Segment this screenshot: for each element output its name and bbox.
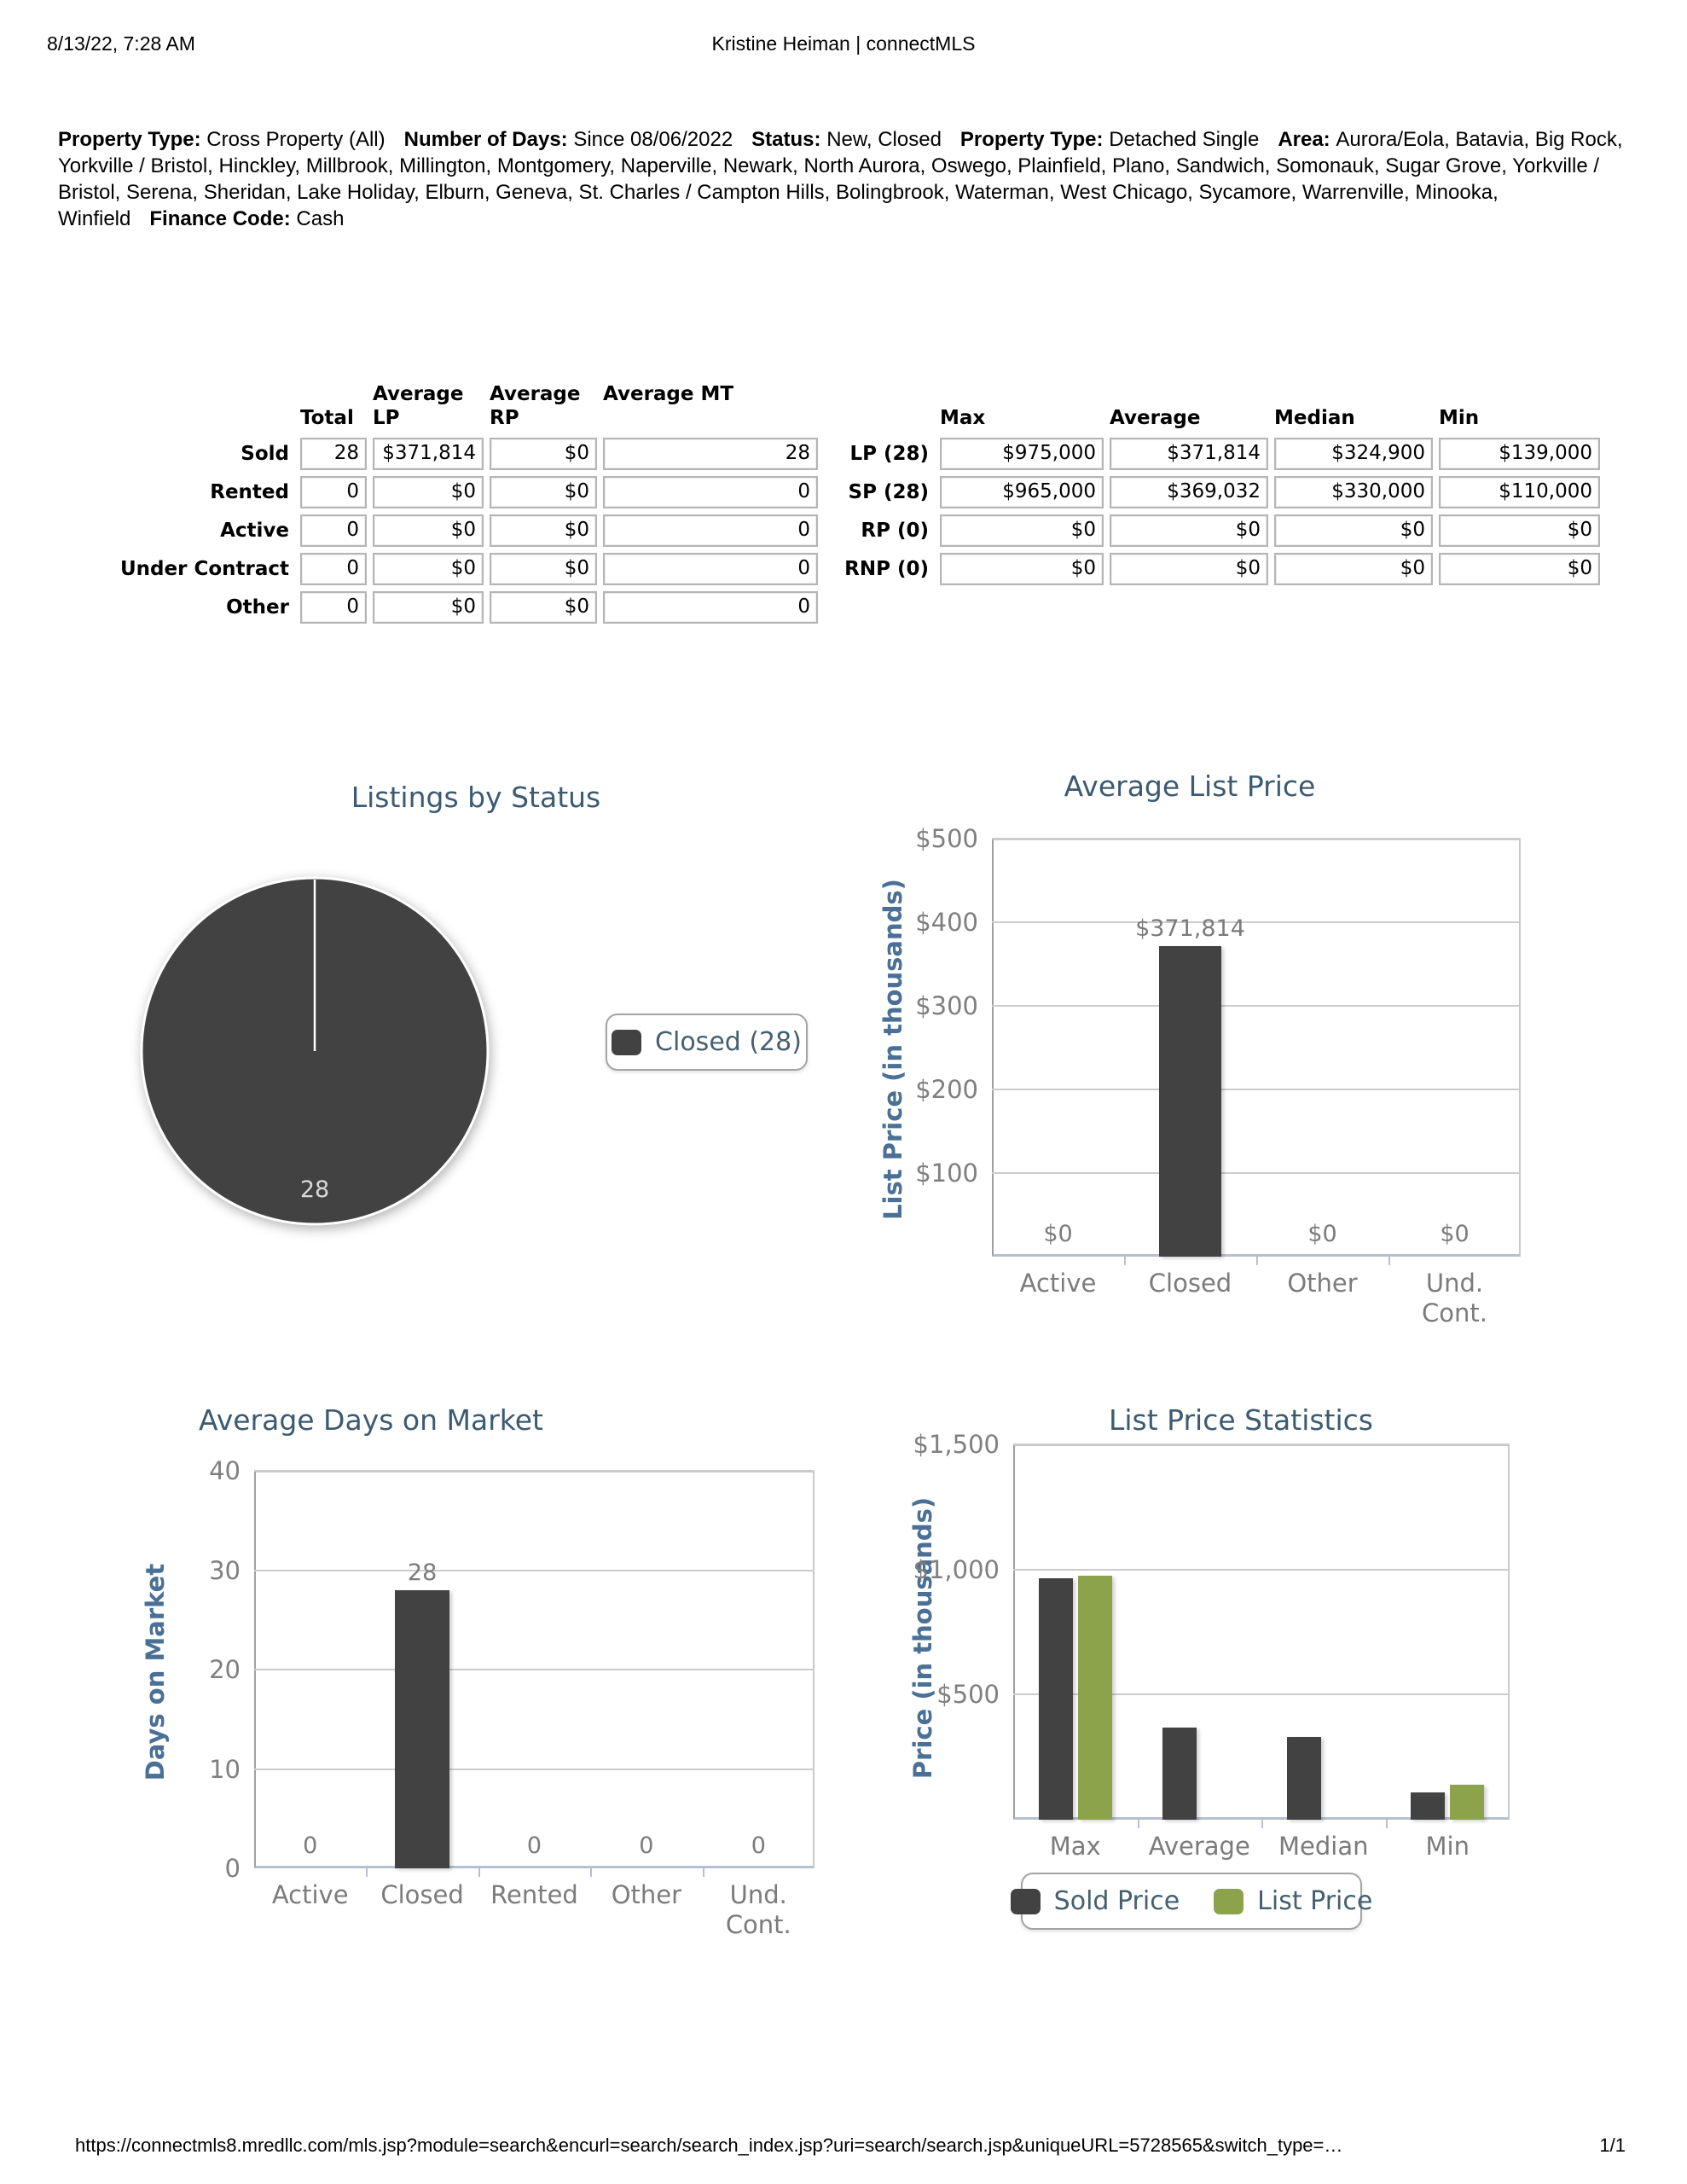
y-tick-label: $100 [915, 1159, 978, 1188]
table-cell: $371,814 [1110, 438, 1268, 470]
bar [1162, 1728, 1197, 1820]
legend-swatch [1011, 1889, 1041, 1914]
row-label: Other [226, 596, 289, 619]
category-label: Max [1049, 1832, 1101, 1861]
category-label: Active [271, 1880, 349, 1909]
table-cell: 0 [603, 476, 818, 508]
table-cell: 0 [603, 591, 818, 624]
table-cell: $110,000 [1439, 476, 1600, 508]
row-label: Rented [210, 481, 289, 503]
category-label: Average [1148, 1832, 1250, 1861]
table-cell: $0 [1274, 553, 1433, 585]
row-label: Active [220, 520, 289, 542]
gridline [254, 1769, 815, 1770]
gridline [992, 838, 1521, 839]
bar-data-label: 0 [526, 1833, 542, 1859]
y-tick-label: $300 [915, 991, 978, 1020]
filter-label: Number of Days: [403, 128, 574, 151]
chart-list-price-statistics [853, 1391, 1603, 2065]
y-tick-label: 30 [209, 1555, 241, 1585]
y-tick-label: 0 [224, 1854, 241, 1883]
y-tick-label: 10 [209, 1754, 241, 1784]
x-axis-tick [1388, 1257, 1390, 1265]
table-cell: $0 [1439, 514, 1600, 547]
legend [1021, 1873, 1373, 1930]
filter-label: Status: [751, 128, 827, 151]
y-tick-label: $500 [915, 824, 978, 853]
pie-slice-closed [127, 859, 502, 1234]
bar-data-label: $0 [1043, 1221, 1073, 1247]
table-corner [81, 382, 294, 432]
chart-title: Average List Price [1064, 770, 1316, 803]
footer-url: https://connectmls8.mredllc.com/mls.jsp?module=search&encurl=search/search_index.jsp?uri=search/search.jsp&uniqueURL=5728565&switch_type=… [75, 2135, 1343, 2156]
y-axis-label: Days on Market [141, 1563, 170, 1781]
row-label: Sold [241, 443, 289, 465]
table-cell: $975,000 [940, 438, 1104, 470]
legend-label: List Price [1257, 1886, 1373, 1916]
category-label: Closed [1148, 1269, 1232, 1298]
header-date: 8/13/22, 7:28 AM [47, 32, 195, 55]
category-label: Min [1425, 1832, 1470, 1861]
x-axis-tick [590, 1868, 592, 1877]
gridline [1013, 1443, 1510, 1445]
column-header: Average [1110, 407, 1201, 429]
footer-page-number: 1/1 [1599, 2135, 1626, 2156]
column-header: Total [300, 407, 354, 429]
table-cell: $0 [1274, 514, 1433, 547]
filter-label: Property Type: [959, 128, 1110, 151]
filter-value: Cross Property (All) [206, 128, 386, 151]
filter-value: Cash [296, 207, 345, 230]
x-axis-tick [1124, 1257, 1126, 1265]
table-cell: $0 [490, 553, 597, 585]
chart-average-list-price [853, 759, 1603, 1339]
table-cell: $139,000 [1439, 438, 1600, 470]
table-cell: $0 [940, 514, 1104, 547]
table-cell: $371,814 [373, 438, 484, 470]
table-cell: 28 [603, 438, 818, 470]
gridline [992, 1172, 1521, 1174]
chart-title: Average Days on Market [199, 1403, 543, 1437]
x-axis-tick [703, 1868, 704, 1877]
category-label: Other [611, 1880, 682, 1909]
table-cell: $369,032 [1110, 476, 1268, 508]
category-label: Und. Cont. [725, 1880, 791, 1939]
bar-data-label: 0 [751, 1833, 766, 1859]
table-cell: $965,000 [940, 476, 1104, 508]
legend-swatch [1214, 1889, 1244, 1914]
table-cell: $0 [373, 514, 484, 547]
legend-entry [612, 1027, 802, 1057]
row-label: RNP (0) [844, 558, 929, 580]
legend-label: Closed (28) [655, 1027, 802, 1057]
gridline [1013, 1569, 1510, 1571]
column-header: Min [1439, 407, 1480, 429]
table-corner [832, 382, 934, 432]
bar-data-label: 0 [639, 1833, 654, 1859]
bar [1287, 1737, 1321, 1820]
category-label: Rented [490, 1880, 578, 1909]
bar [1039, 1578, 1073, 1820]
row-label: Under Contract [119, 558, 289, 580]
y-axis-label: List Price (in thousands) [878, 879, 907, 1220]
bar [1450, 1785, 1484, 1820]
plot-area [992, 839, 1521, 1257]
x-axis-tick [366, 1868, 368, 1877]
filter-value: Since 08/06/2022 [573, 128, 733, 151]
chart-average-days-on-market [85, 1391, 836, 2065]
filter-label: Property Type: [58, 128, 207, 151]
x-axis-tick [1256, 1257, 1258, 1265]
table-cell: $324,900 [1274, 438, 1433, 470]
legend-label: Sold Price [1053, 1886, 1180, 1916]
legend-entry [1011, 1886, 1180, 1916]
bar [395, 1590, 449, 1868]
table-cell: $0 [1439, 553, 1600, 585]
price-statistics-table [832, 382, 1600, 585]
bar-data-label: $0 [1307, 1221, 1337, 1247]
bar [1411, 1792, 1445, 1820]
category-label: Active [1019, 1269, 1097, 1298]
category-label: Und. Cont. [1422, 1269, 1487, 1327]
column-header: Average MT [603, 383, 734, 405]
y-tick-label: $1,000 [913, 1554, 1000, 1584]
column-header: Max [940, 407, 986, 429]
category-label: Closed [380, 1880, 464, 1909]
table-cell: 0 [603, 514, 818, 547]
column-header: Median [1274, 407, 1355, 429]
gridline [992, 1089, 1521, 1090]
gridline [992, 1005, 1521, 1007]
filter-value: New, Closed [826, 128, 942, 151]
table-cell: 28 [300, 438, 367, 470]
y-tick-label: $500 [936, 1680, 1000, 1710]
y-tick-label: 40 [209, 1456, 241, 1485]
filter-summary [58, 126, 1627, 232]
table-cell: 0 [300, 591, 367, 624]
y-axis-label: Price (in thousands) [908, 1496, 937, 1780]
bar [1159, 946, 1221, 1257]
table-cell: $0 [490, 476, 597, 508]
y-tick-label: 20 [209, 1655, 241, 1684]
filter-value: Aurora/Eola, Batavia, Big Rock, Yorkville / Bristol, Hinckley, Millbrook, Millington, Montgomery, Naperville, Newark, North Aurora, Oswego, Plainfield, Plano, Sandwich, Somonauk, Sugar Grove, Yorkville / Bristol, Serena, Sheridan, Lake Holiday, Elburn, Geneva, St. Charles / Campton Hills, Bolingbrook, Waterman, West Chicago, Sycamore, Warrenville, Minooka, Winfield [58, 128, 1623, 230]
table-cell: 0 [300, 514, 367, 547]
y-tick-label: $200 [915, 1075, 978, 1104]
table-cell: 0 [603, 553, 818, 585]
category-label: Other [1287, 1269, 1358, 1298]
table-cell: $0 [373, 476, 484, 508]
bar [1078, 1576, 1112, 1820]
gridline [254, 1669, 815, 1670]
filter-label: Area: [1278, 128, 1336, 151]
table-cell: $0 [373, 553, 484, 585]
chart-title: List Price Statistics [1108, 1403, 1374, 1437]
chart-listings-by-status [85, 764, 836, 1297]
chart-title: Listings by Status [351, 781, 601, 814]
table-cell: $0 [373, 591, 484, 624]
table-cell: $0 [490, 591, 597, 624]
row-label: LP (28) [849, 443, 929, 465]
column-header: Average LP [373, 383, 464, 429]
pie-data-label: 28 [299, 1176, 330, 1203]
table-cell: 0 [300, 553, 367, 585]
table-cell: $330,000 [1274, 476, 1433, 508]
status-summary-table [81, 382, 818, 624]
table-cell: $0 [1110, 514, 1268, 547]
x-axis-tick [1261, 1820, 1263, 1828]
filter-label: Finance Code: [149, 207, 297, 230]
bar-data-label: $371,814 [1135, 915, 1245, 942]
table-cell: $0 [490, 514, 597, 547]
bar-data-label: 0 [303, 1833, 318, 1859]
row-label: RP (0) [861, 520, 929, 542]
x-axis-tick [478, 1868, 480, 1877]
gridline [254, 1470, 815, 1472]
y-tick-label: $400 [915, 908, 978, 937]
table-cell: $0 [490, 438, 597, 470]
category-label: Median [1278, 1832, 1369, 1861]
legend-entry [1214, 1886, 1372, 1916]
row-label: SP (28) [848, 481, 929, 503]
table-cell: $0 [1110, 553, 1268, 585]
x-axis-tick [1138, 1820, 1139, 1828]
header-title: Kristine Heiman | connectMLS [711, 32, 976, 55]
bar-data-label: 28 [407, 1559, 438, 1586]
table-cell: 0 [300, 476, 367, 508]
filter-value: Detached Single [1109, 128, 1260, 151]
table-cell: $0 [940, 553, 1104, 585]
y-tick-label: $1,500 [913, 1430, 1000, 1459]
column-header: Average RP [490, 383, 581, 429]
legend-swatch [612, 1030, 641, 1055]
bar-data-label: $0 [1440, 1221, 1470, 1247]
x-axis-tick [1386, 1820, 1388, 1828]
legend [606, 1014, 808, 1071]
